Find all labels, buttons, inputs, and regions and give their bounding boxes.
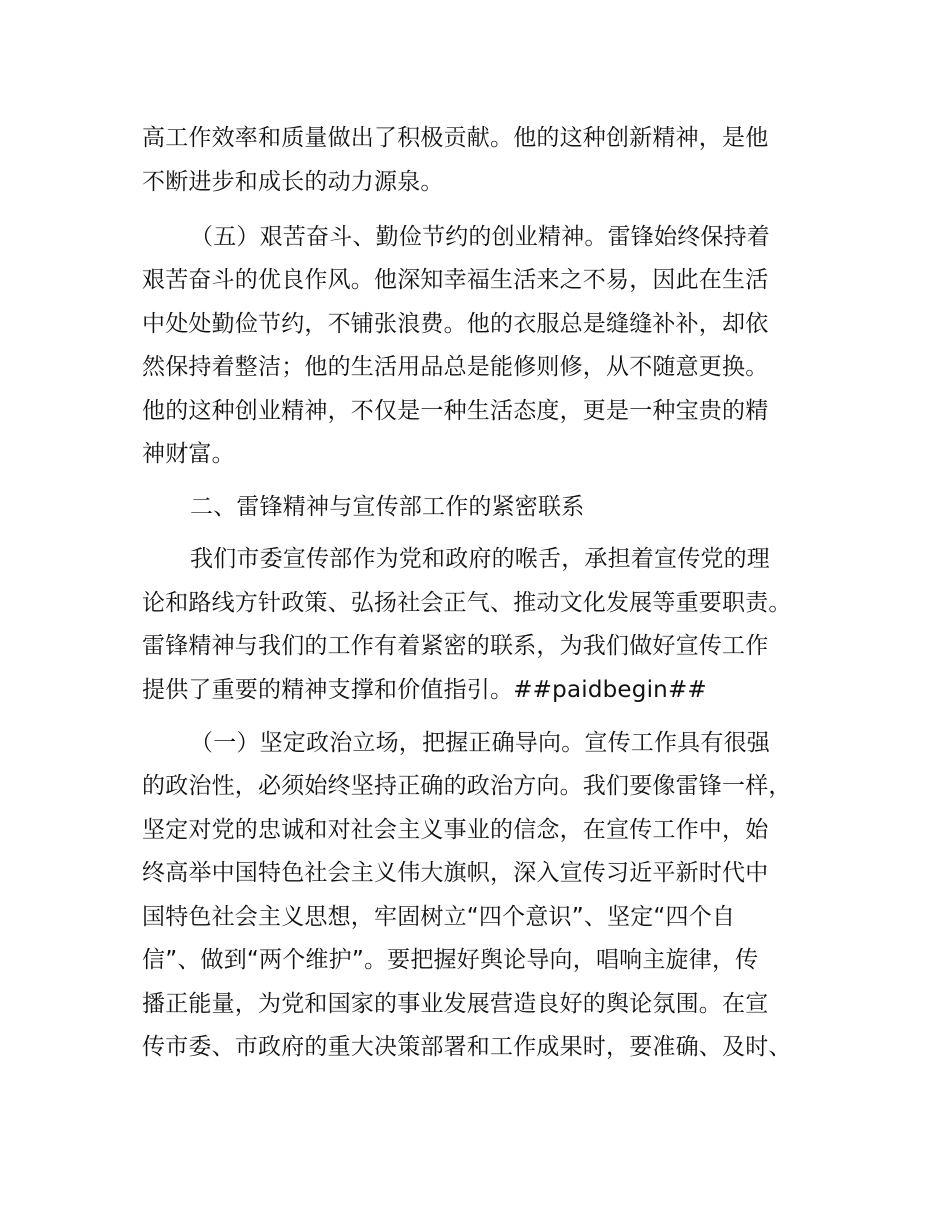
paragraph-line: （一）坚定政治立场，把握正确导向。宣传工作具有很强 xyxy=(190,730,770,756)
section-heading: 二、雷锋精神与宣传部工作的紧密联系 xyxy=(190,494,585,520)
paragraph-line: 提供了重要的精神支撑和价值指引。##paidbegin## xyxy=(142,677,707,703)
paragraph-line: 他的这种创业精神，不仅是一种生活态度，更是一种宝贵的精 xyxy=(142,398,769,424)
paragraph-line: 我们市委宣传部作为党和政府的喉舌，承担着宣传党的理 xyxy=(190,546,770,572)
paragraph-line: 论和路线方针政策、弘扬社会正气、推动文化发展等重要职责。 xyxy=(142,590,792,616)
paragraph-line: 的政治性，必须始终坚持正确的政治方向。我们要像雷锋一样， xyxy=(142,773,792,799)
paragraph-line: 坚定对党的忠诚和对社会主义事业的信念，在宣传工作中，始 xyxy=(142,817,769,843)
paragraph-line: 中处处勤俭节约，不铺张浪费。他的衣服总是缝缝补补，却依 xyxy=(142,311,769,337)
paragraph-line: 雷锋精神与我们的工作有着紧密的联系，为我们做好宣传工作 xyxy=(142,633,769,659)
paragraph-line: 艰苦奋斗的优良作风。他深知幸福生活来之不易，因此在生活 xyxy=(142,267,769,293)
paragraph-line: 高工作效率和质量做出了积极贡献。他的这种创新精神，是他 xyxy=(142,125,769,151)
paragraph-line: 不断进步和成长的动力源泉。 xyxy=(142,169,444,195)
paragraph-line: 然保持着整洁；他的生活用品总是能修则修，从不随意更换。 xyxy=(142,354,769,380)
paragraph-line: 国特色社会主义思想，牢固树立“四个意识”、坚定“四个自 xyxy=(142,904,736,930)
paragraph-line: 信”、做到“两个维护”。要把握好舆论导向，唱响主旋律，传 xyxy=(142,947,759,973)
paragraph-line: 传市委、市政府的重大决策部署和工作成果时，要准确、及时、 xyxy=(142,1034,792,1060)
paragraph-line: 终高举中国特色社会主义伟大旗帜，深入宣传习近平新时代中 xyxy=(142,860,769,886)
paragraph-line: （五）艰苦奋斗、勤俭节约的创业精神。雷锋始终保持着 xyxy=(190,224,770,250)
paragraph-line: 神财富。 xyxy=(142,441,235,467)
paragraph-line: 播正能量，为党和国家的事业发展营造良好的舆论氛围。在宣 xyxy=(142,991,769,1017)
